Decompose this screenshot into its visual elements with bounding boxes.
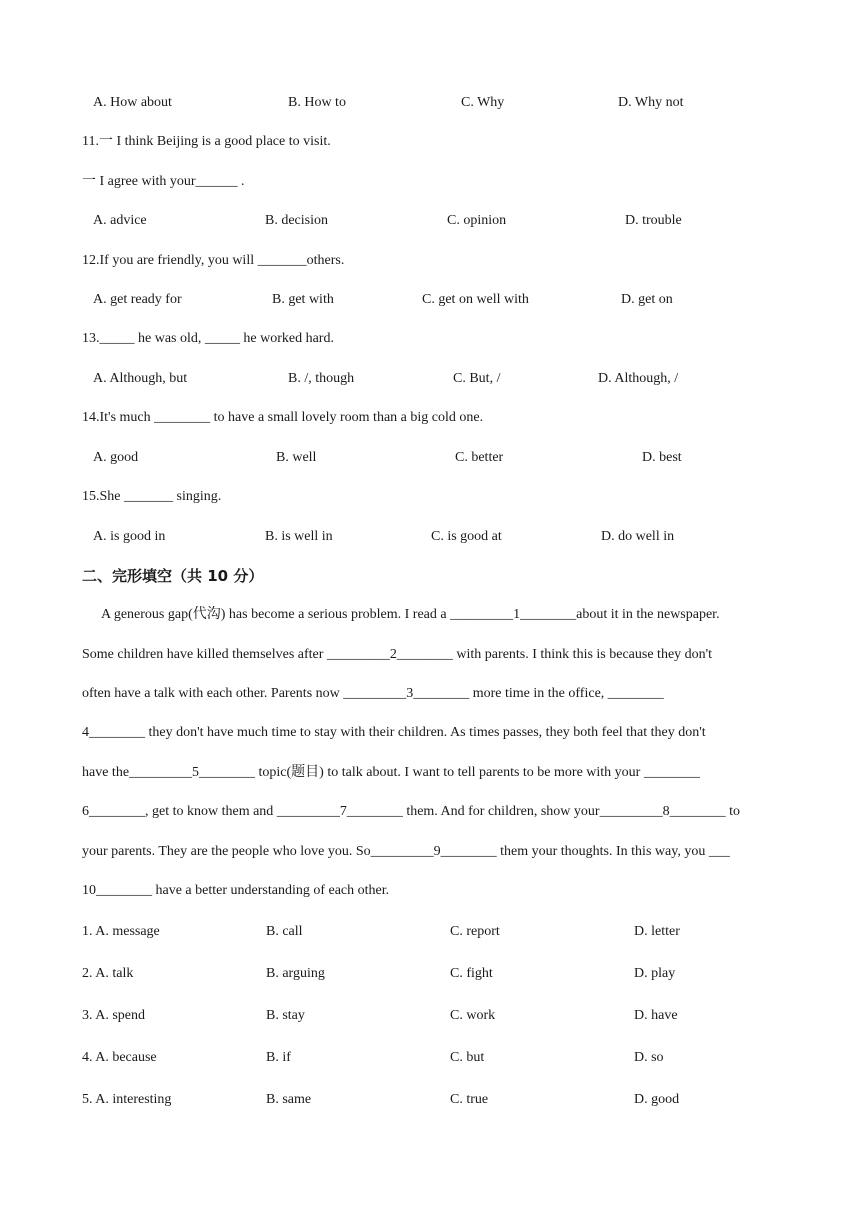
q13-stem xyxy=(82,330,334,348)
passage-text: Some children have killed themselves after xyxy=(82,647,327,662)
passage-text: your parents. They are the people who love you. So xyxy=(82,844,371,859)
q13-suffix: he worked hard. xyxy=(239,331,334,346)
passage-text: have a better understanding of each other. xyxy=(152,883,390,898)
cloze-blank-4: 4________ xyxy=(82,725,145,740)
q10-option-c: C. Why xyxy=(461,95,505,110)
q12-blank: _______ xyxy=(257,253,307,268)
q10-option-d: D. Why not xyxy=(618,95,684,110)
q11-stem: 11.一 I think Beijing is a good place to visit. xyxy=(82,134,331,149)
q15-option-a: A. is good in xyxy=(93,529,166,544)
q13-option-c: C. But, / xyxy=(453,371,501,386)
cloze-5-option-a: 5. A. interesting xyxy=(82,1092,172,1107)
cloze-4-option-b: B. if xyxy=(266,1050,291,1065)
q14-option-d: D. best xyxy=(642,450,682,465)
cloze-blank-1: _________1________ xyxy=(450,607,577,622)
passage-line-4 xyxy=(82,724,782,742)
cloze-blank-2: _________2________ xyxy=(326,647,453,662)
cloze-blank-6: 6________ xyxy=(82,804,145,819)
q12-option-a: A. get ready for xyxy=(93,292,182,307)
passage-text: them. And for children, show your xyxy=(402,804,600,819)
cloze-2-option-c: C. fight xyxy=(450,966,493,981)
q14-blank: ________ xyxy=(154,410,211,425)
passage-text: have the xyxy=(82,765,130,780)
cloze-2-option-b: B. arguing xyxy=(266,966,325,981)
cloze-blank-9: _________9________ xyxy=(370,844,497,859)
cloze-1-option-a: 1. A. message xyxy=(82,924,160,939)
q11-option-b: B. decision xyxy=(265,213,328,228)
cloze-2-option-d: D. play xyxy=(634,966,676,981)
cloze-blank-6-start: ________ xyxy=(643,765,700,780)
passage-text: often have a talk with each other. Parents now xyxy=(82,686,344,701)
q14-option-a: A. good xyxy=(93,450,139,465)
q12-option-c: C. get on well with xyxy=(422,292,529,307)
q11-option-c: C. opinion xyxy=(447,213,507,228)
q15-option-d: D. do well in xyxy=(601,529,675,544)
q12-option-b: B. get with xyxy=(272,292,334,307)
cloze-4-option-a: 4. A. because xyxy=(82,1050,157,1065)
cloze-2-option-a: 2. A. talk xyxy=(82,966,134,981)
q15-option-c: C. is good at xyxy=(431,529,502,544)
cloze-5-option-d: D. good xyxy=(634,1092,680,1107)
q13-option-d: D. Although, / xyxy=(598,371,679,386)
cloze-1-option-b: B. call xyxy=(266,924,303,939)
q14-option-c: C. better xyxy=(455,450,504,465)
q14-option-b: B. well xyxy=(276,450,317,465)
passage-line-1 xyxy=(101,606,801,624)
passage-text: , get to know them and xyxy=(145,804,277,819)
cloze-4-option-d: D. so xyxy=(634,1050,664,1065)
q12-stem xyxy=(82,252,344,270)
passage-line-3 xyxy=(82,685,782,703)
q15-prefix: 15.She xyxy=(82,489,124,504)
q15-suffix: singing. xyxy=(173,489,222,504)
q11-reply-prefix: 一 I agree with your xyxy=(82,174,196,189)
q13-blank-2: _____ xyxy=(204,331,240,346)
q14-prefix: 14.It's much xyxy=(82,410,155,425)
passage-text: topic(题目) to talk about. I want to tell parents to be more with your xyxy=(255,765,644,780)
q15-stem xyxy=(82,488,221,506)
q14-stem xyxy=(82,409,483,427)
q11-reply-suffix: . xyxy=(237,174,245,189)
cloze-3-option-c: C. work xyxy=(450,1008,496,1023)
passage-text: to xyxy=(725,804,740,819)
q12-prefix: 12.If you are friendly, you will xyxy=(82,253,258,268)
cloze-5-option-c: C. true xyxy=(450,1092,489,1107)
q13-option-b: B. /, though xyxy=(288,371,355,386)
q11-option-a: A. advice xyxy=(93,213,147,228)
q11-option-d: D. trouble xyxy=(625,213,682,228)
passage-line-5 xyxy=(82,764,782,782)
passage-line-8 xyxy=(82,882,782,900)
passage-text: with parents. I think this is because they don't xyxy=(452,647,713,662)
section-2-heading-num: 10 xyxy=(207,567,229,585)
q12-suffix: others. xyxy=(306,253,345,268)
section-2-heading-pre: 二、完形填空（共 xyxy=(82,567,208,585)
cloze-1-option-d: D. letter xyxy=(634,924,680,939)
section-2-heading xyxy=(82,566,263,586)
cloze-3-option-d: D. have xyxy=(634,1008,678,1023)
cloze-blank-4-start: ________ xyxy=(607,686,664,701)
q14-suffix: to have a small lovely room than a big cold one. xyxy=(210,410,484,425)
cloze-blank-3: _________3________ xyxy=(343,686,470,701)
cloze-blank-5: _________5________ xyxy=(129,765,256,780)
passage-text: they don't have much time to stay with their children. As times passes, they both feel that they don't xyxy=(145,725,706,740)
q15-blank: _______ xyxy=(124,489,173,504)
passage-text: A generous gap(代沟) has become a serious problem. I read a xyxy=(101,607,451,622)
cloze-blank-8: _________8________ xyxy=(599,804,726,819)
q10-option-b: B. How to xyxy=(288,95,346,110)
q12-option-d: D. get on xyxy=(621,292,673,307)
cloze-blank-10-start: ___ xyxy=(708,844,730,859)
passage-text: about it in the newspaper. xyxy=(576,607,720,622)
q10-option-a: A. How about xyxy=(93,95,172,110)
passage-line-7 xyxy=(82,843,782,861)
q11-reply xyxy=(82,173,245,191)
cloze-3-option-a: 3. A. spend xyxy=(82,1008,145,1023)
q13-middle: he was old, xyxy=(134,331,205,346)
q15-option-b: B. is well in xyxy=(265,529,333,544)
cloze-1-option-c: C. report xyxy=(450,924,500,939)
cloze-4-option-c: C. but xyxy=(450,1050,485,1065)
passage-text: them your thoughts. In this way, you xyxy=(496,844,709,859)
cloze-blank-7: _________7________ xyxy=(276,804,403,819)
section-2-heading-post: 分） xyxy=(228,567,264,585)
passage-line-2 xyxy=(82,646,782,664)
cloze-5-option-b: B. same xyxy=(266,1092,312,1107)
passage-line-6 xyxy=(82,803,782,821)
cloze-blank-10: 10________ xyxy=(82,883,152,898)
q13-prefix: 13. xyxy=(82,331,100,346)
q13-blank-1: _____ xyxy=(99,331,135,346)
cloze-3-option-b: B. stay xyxy=(266,1008,305,1023)
passage-text: more time in the office, xyxy=(469,686,608,701)
q11-blank: ______ xyxy=(195,174,238,189)
q13-option-a: A. Although, but xyxy=(93,371,188,386)
